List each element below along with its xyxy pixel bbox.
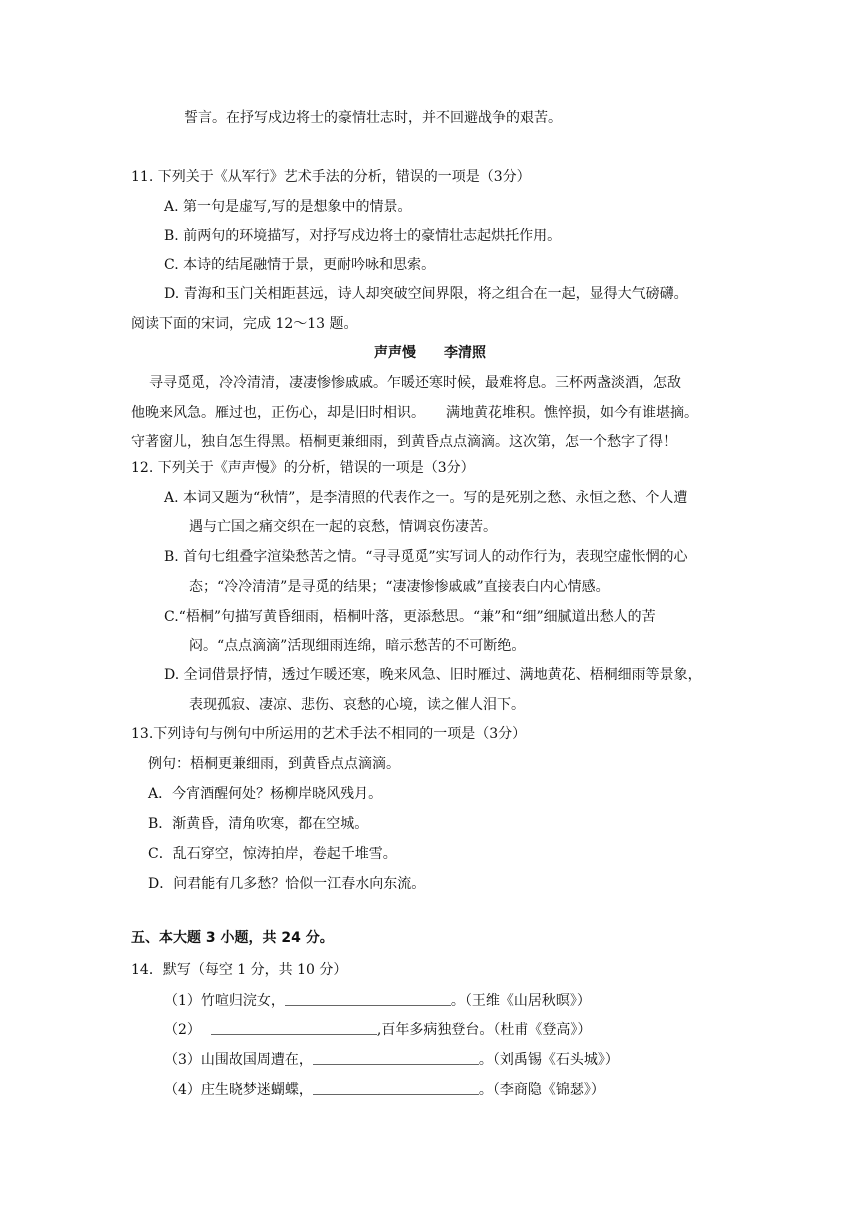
fill-blank-item-2	[164, 1022, 591, 1037]
poem-line-2: 他晚来风急。雁过也，正伤心，却是旧时相识。 满地黄花堆积。憔悴损，如今有谁堪摘。	[131, 405, 698, 421]
fill-blank-text-before: （4）庄生晓梦迷蝴蝶，	[164, 1082, 313, 1098]
text-line: 誓言。在抒写戍边将士的豪情壮志时，并不回避战争的艰苦。	[184, 110, 562, 126]
question-11-stem: 11. 下列关于《从军行》艺术手法的分析，错误的一项是（3分）	[131, 169, 531, 185]
poem-line-1: 寻寻觅觅，冷冷清清，凄凄惨惨戚戚。乍暖还寒时候，最难将息。三杯两盏淡酒，怎敌	[149, 375, 681, 391]
section-five-heading: 五、本大题 3 小题，共 24 分。	[131, 930, 334, 946]
question-12-option-a-line-2: 遇与亡国之痛交织在一起的哀愁，情调哀伤凄苦。	[189, 519, 497, 535]
question-13-option-b: B．渐黄昏，清角吹寒，都在空城。	[148, 816, 369, 832]
question-11-option-b: B. 前两句的环境描写，对抒写戍边将士的豪情壮志起烘托作用。	[164, 228, 562, 244]
question-13-option-c: C．乱石穿空，惊涛拍岸，卷起千堆雪。	[148, 846, 397, 862]
poem-line-3: 守著窗儿，独自怎生得黑。梧桐更兼细雨，到黄昏点点滴滴。这次第，怎一个愁字了得！	[131, 434, 677, 450]
fill-blank-text-before: （1）竹喧归浣女，	[164, 993, 285, 1009]
question-11-option-c: C. 本诗的结尾融情于景，更耐吟咏和思索。	[164, 257, 436, 273]
answer-blank[interactable]	[313, 1052, 479, 1065]
question-13-option-d: D．问君能有几多愁？恰似一江春水向东流。	[148, 876, 426, 892]
fill-blank-text-before: （2）	[164, 1022, 201, 1038]
question-12-option-a-line-1: A. 本词又题为“秋情”，是李清照的代表作之一。写的是死别之愁、永恒之愁、个人遭	[164, 490, 688, 506]
question-12-option-b-line-1: B. 首句七组叠字渲染愁苦之情。“寻寻觅觅”实写词人的动作行为，表现空虚怅惘的心	[164, 549, 688, 565]
answer-blank[interactable]	[211, 1022, 377, 1035]
question-12-option-c-line-2: 闷。“点点滴滴”活现细雨连绵，暗示愁苦的不可断绝。	[189, 638, 526, 654]
question-12-option-d-line-1: D. 全词借景抒情，透过乍暖还寒，晚来风急、旧时雁过、满地黄花、梧桐细雨等景象，	[164, 667, 702, 683]
fill-blank-text-after: ,百年多病独登台。（杜甫《登高》）	[376, 1022, 592, 1038]
fill-blank-item-1	[164, 993, 591, 1008]
question-12-option-b-line-2: 态；“冷冷清清”是寻觅的结果；“凄凄惨惨戚戚”直接表白内心情感。	[189, 579, 610, 595]
fill-blank-text-after: 。（李商隐《锦瑟》）	[478, 1082, 605, 1098]
question-12-stem: 12. 下列关于《声声慢》的分析，错误的一项是（3分）	[131, 460, 475, 476]
question-14-stem: 14．默写（每空 1 分，共 10 分）	[131, 962, 348, 978]
question-13-stem: 13.下列诗句与例句中所运用的艺术手法不相同的一项是（3分）	[131, 726, 527, 742]
question-11-option-a: A. 第一句是虚写,写的是想象中的情景。	[164, 199, 412, 215]
question-13-example: 例句：梧桐更兼细雨，到黄昏点点滴滴。	[148, 756, 400, 772]
fill-blank-text-before: （3）山围故国周遭在，	[164, 1052, 313, 1068]
fill-blank-text-after: 。（王维《山居秋暝》）	[450, 993, 591, 1009]
question-12-option-c-line-1: C.“梧桐”句描写黄昏细雨，梧桐叶落，更添愁思。“兼”和“细”细腻道出愁人的苦	[164, 609, 656, 625]
fill-blank-text-after: 。（刘禹锡《石头城》）	[478, 1052, 619, 1068]
question-11-option-d: D. 青海和玉门关相距甚远，诗人却突破空间界限，将之组合在一起，显得大气磅礴。	[164, 286, 688, 302]
answer-blank[interactable]	[313, 1082, 479, 1095]
fill-blank-item-3	[164, 1052, 619, 1067]
fill-blank-item-4	[164, 1082, 605, 1097]
answer-blank[interactable]	[285, 993, 451, 1006]
question-12-option-d-line-2: 表现孤寂、凄凉、悲伤、哀愁的心境，读之催人泪下。	[189, 697, 525, 713]
question-13-option-a: A．今宵酒醒何处？杨柳岸晓风残月。	[148, 786, 383, 802]
reading-instruction: 阅读下面的宋词，完成 12～13 题。	[131, 316, 358, 332]
poem-title: 声声慢 李清照	[374, 345, 486, 361]
